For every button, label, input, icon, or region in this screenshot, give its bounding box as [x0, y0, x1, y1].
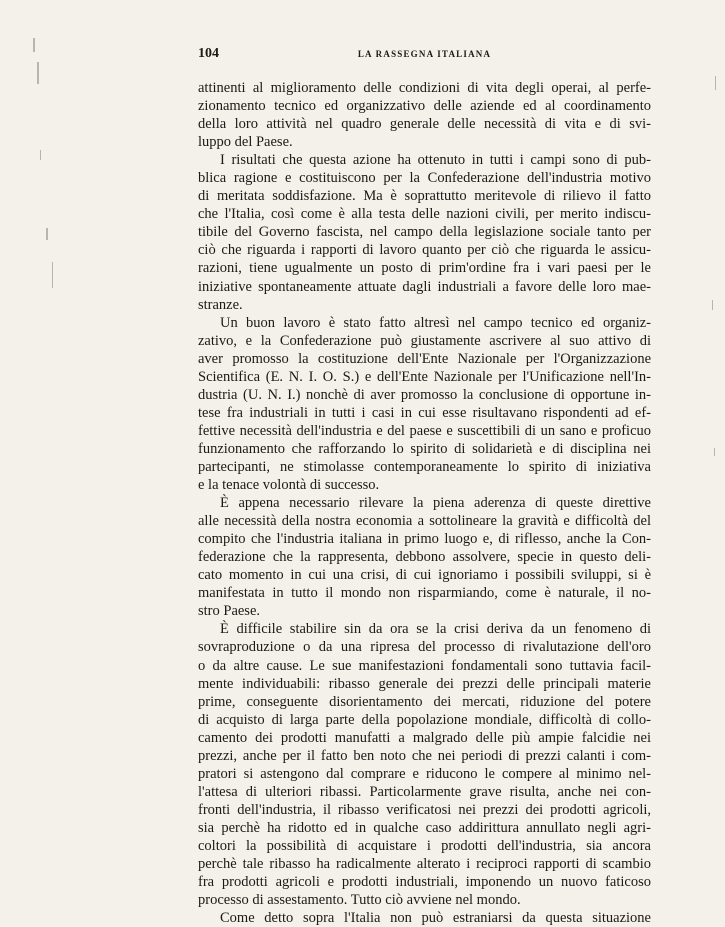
text-line: fronti dell'industria, il ribasso verificatosi nei prezzi dei prodotti agricoli, [198, 801, 651, 818]
text-line: blica ragione e costituiscono per la Confederazione dell'industria motivo [198, 170, 651, 187]
text-line: funzionamento che rafforzando lo spirito di solidarietà e di disciplina nei [198, 440, 651, 457]
text-line: di acquisto di larga parte della popolazione mondiale, difficoltà di collo- [198, 711, 651, 728]
text-line: È appena necessario rilevare la piena aderenza di queste direttive [220, 495, 651, 512]
text-line: l'attesa di ulteriori ribassi. Particolarmente grave risulta, anche nei con- [198, 783, 651, 800]
text-line: processo di assestamento. Tutto ciò avviene nel mondo. [198, 892, 521, 909]
text-line: camento dei prodotti manufatti a malgrado delle più ampie falcidie nei [198, 729, 651, 746]
text-line: pratori si astengono dal comprare e riducono le compere al minimo nel- [198, 765, 651, 782]
text-line: razioni, tiene ugualmente un posto di prim'ordine fra i vari paesi per le [198, 260, 651, 277]
text-line: fettive necessità dell'industria e del paese e suscettibili di un sano e proficuo [198, 422, 651, 439]
scan-edge-mark [714, 448, 715, 456]
text-line: Un buon lavoro è stato fatto altresì nel campo tecnico ed organiz- [220, 314, 651, 331]
text-line: o da altre cause. Le sue manifestazioni fondamentali sono tuttavia facil- [198, 657, 651, 674]
text-line: sovraproduzione o da una ripresa del processo di rivalutazione dell'oro [198, 639, 651, 656]
text-line: È difficile stabilire sin da ora se la crisi deriva da un fenomeno di [220, 621, 651, 638]
text-line: manifestata in tutto il mondo non risparmiando, come è naturale, il no- [198, 585, 651, 602]
text-line: stranze. [198, 296, 243, 313]
text-line: perchè tale ribasso ha radicalmente alterato i reciproci rapporti di scambio [198, 856, 651, 873]
scan-edge-mark [46, 228, 48, 240]
text-line: Scientifica (E. N. I. O. S.) e dell'Ente Nazionale per l'Unificazione nell'In- [198, 368, 651, 385]
page-header [198, 46, 651, 62]
page-number: 104 [198, 46, 219, 61]
scan-edge-mark [715, 76, 716, 90]
text-line: compito che l'industria italiana in primo luogo e, di riflesso, anche la Con- [198, 531, 651, 548]
text-line: partecipanti, ne stimolasse contemporaneamente lo spirito di iniziativa [198, 458, 651, 475]
text-line: federazione che la rappresenta, debbono assolvere, specie in questo deli- [198, 549, 651, 566]
text-line: tibile del Governo fascista, nel campo della legislazione sociale tanto per [198, 224, 651, 241]
text-line: dustria (U. N. I.) nonchè di aver promosso la conclusione di opportune in- [198, 386, 651, 403]
text-line: iniziative spontaneamente attuate dagli industriali a favore delle loro mae- [198, 278, 651, 295]
text-line: sia perchè ha ridotto ed in qualche caso addirittura annullato negli agri- [198, 819, 651, 836]
text-line: luppo del Paese. [198, 134, 293, 151]
text-line: Come detto sopra l'Italia non può estraniarsi da questa situazione [220, 910, 651, 927]
scan-edge-mark [40, 150, 41, 160]
text-line: mente individuabili: ribasso generale dei prezzi delle principali materie [198, 675, 651, 692]
scan-edge-mark [52, 262, 53, 288]
text-line: I risultati che questa azione ha ottenuto in tutti i campi sono di pub- [220, 152, 651, 169]
text-line: che l'Italia, così come è alla testa delle nazioni civili, per merito indiscu- [198, 206, 651, 223]
text-line: fra prodotti agricoli e prodotti industriali, imponendo un nuovo faticoso [198, 874, 651, 891]
text-line: zativo, e la Confederazione può giustamente ascrivere al suo attivo di [198, 332, 651, 349]
scan-edge-mark [712, 300, 713, 310]
text-line: di meritata soddisfazione. Ma è soprattutto meritevole di rilievo il fatto [198, 188, 651, 205]
running-head: LA RASSEGNA ITALIANA [357, 49, 492, 59]
text-line: tese fra industriali in tutti i casi in cui esse risultavano rispondenti ad ef- [198, 404, 651, 421]
text-line: cato momento in cui una crisi, di cui ignoriamo i possibili sviluppi, si è [198, 567, 651, 584]
text-line: stro Paese. [198, 603, 261, 620]
text-line: prime, conseguente disorientamento dei mercati, riduzione del potere [198, 693, 651, 710]
text-line: prezzi, anche per il fatto ben noto che nei periodi di prezzi calanti i com- [198, 747, 651, 764]
body-text [198, 79, 651, 927]
text-line: e la tenace volontà di successo. [198, 477, 380, 494]
text-line: della loro attività nel quadro generale delle necessità di vita e di svi- [198, 116, 651, 133]
scan-edge-mark [37, 62, 39, 84]
text-line: attinenti al miglioramento delle condizioni di vita degli operai, al perfe- [198, 80, 651, 96]
scan-edge-mark [33, 38, 35, 52]
text-line: aver promosso la costituzione dell'Ente Nazionale per l'Organizzazione [198, 350, 651, 367]
text-line: ciò che riguarda i rapporti di lavoro quanto per ciò che riguarda le assicu- [198, 242, 651, 259]
text-line: zionamento tecnico ed organizzativo delle aziende ed al coordinamento [198, 98, 651, 115]
text-line: coltori la possibilità di acquistare i prodotti dell'industria, sia ancora [198, 837, 651, 854]
text-line: alle necessità della nostra economia a sottolineare la gravità e difficoltà del [198, 513, 651, 530]
